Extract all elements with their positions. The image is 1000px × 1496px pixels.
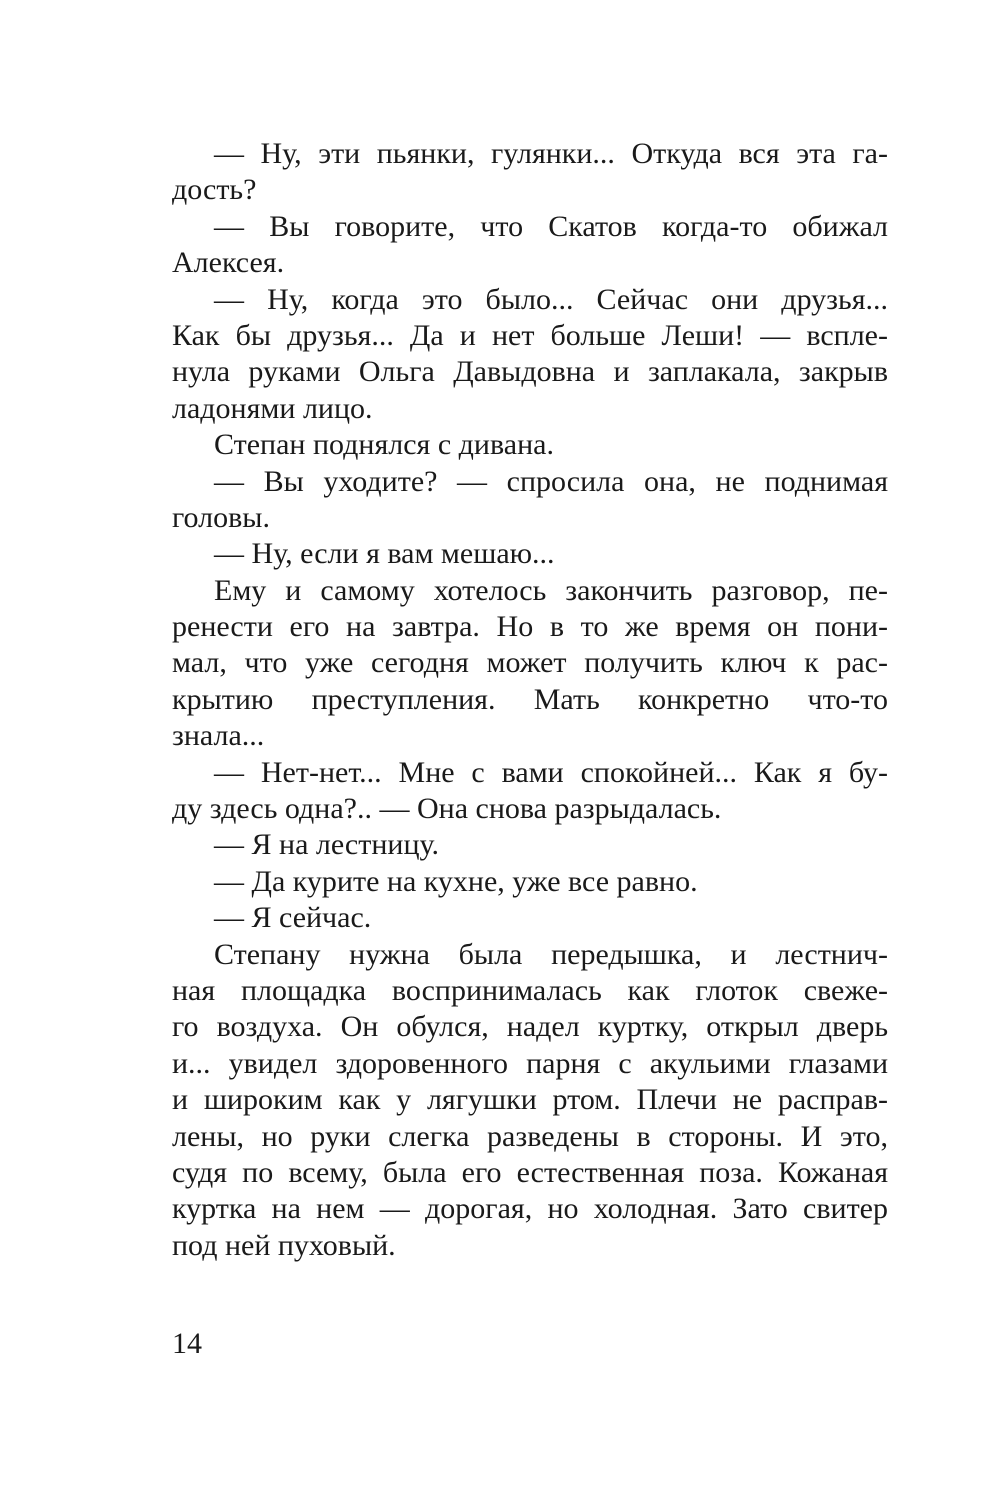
text-line: — Ну, если я вам мешаю... [214, 537, 555, 571]
text-line: и широким как у лягушки ртом. Плечи не расправ- [172, 1083, 888, 1117]
text-line: крытию преступления. Мать конкретно что-то [172, 682, 888, 716]
text-line: Степан поднялся с дивана. [214, 428, 554, 462]
text-line: ренести его на завтра. Но в то же время он пони- [172, 610, 888, 644]
text-line: судя по всему, была его естественная поза. Кожаная [172, 1155, 888, 1189]
text-line: Ему и самому хотелось закончить разговор, пе- [214, 573, 888, 607]
text-line: — Я на лестницу. [214, 828, 439, 862]
text-line: — Да курите на кухне, уже все равно. [214, 864, 698, 898]
text-line: ду здесь одна?.. — Она снова разрыдалась. [172, 792, 722, 826]
text-line: Как бы друзья... Да и нет больше Леши! — вспле- [172, 318, 888, 352]
text-line: — Нет-нет... Мне с вами спокойней... Как я бу- [214, 755, 888, 789]
text-line: лены, но руки слегка разведены в стороны. И это, [172, 1119, 888, 1153]
text-line: куртка на нем — дорогая, но холодная. Зато свитер [172, 1192, 888, 1226]
text-line: Алексея. [172, 246, 285, 280]
text-line: дость? [172, 173, 257, 207]
text-line: — Ну, когда это было... Сейчас они друзья... [214, 282, 888, 316]
body-text [172, 136, 888, 1264]
text-line: го воздуха. Он обулся, надел куртку, открыл дверь [172, 1010, 888, 1044]
page-number: 14 [172, 1327, 202, 1360]
text-line: — Я сейчас. [214, 901, 372, 935]
text-line: ная площадка воспринималась как глоток свеже- [172, 973, 888, 1007]
text-line: под ней пуховый. [172, 1228, 396, 1262]
text-line: мал, что уже сегодня может получить ключ к рас- [172, 646, 888, 680]
text-line: — Ну, эти пьянки, гулянки... Откуда вся эта га- [214, 137, 888, 170]
text-line: и... увидел здоровенного парня с акульими глазами [172, 1046, 888, 1080]
text-line: нула руками Ольга Давыдовна и заплакала, закрыв [172, 355, 888, 389]
text-line: Степану нужна была передышка, и лестнич- [214, 937, 888, 971]
text-line: — Вы уходите? — спросила она, не поднимая [214, 464, 888, 498]
text-line: — Вы говорите, что Скатов когда-то обижал [214, 209, 888, 243]
text-line: головы. [172, 500, 270, 534]
text-line: знала... [172, 719, 265, 753]
text-line: ладонями лицо. [172, 391, 373, 425]
